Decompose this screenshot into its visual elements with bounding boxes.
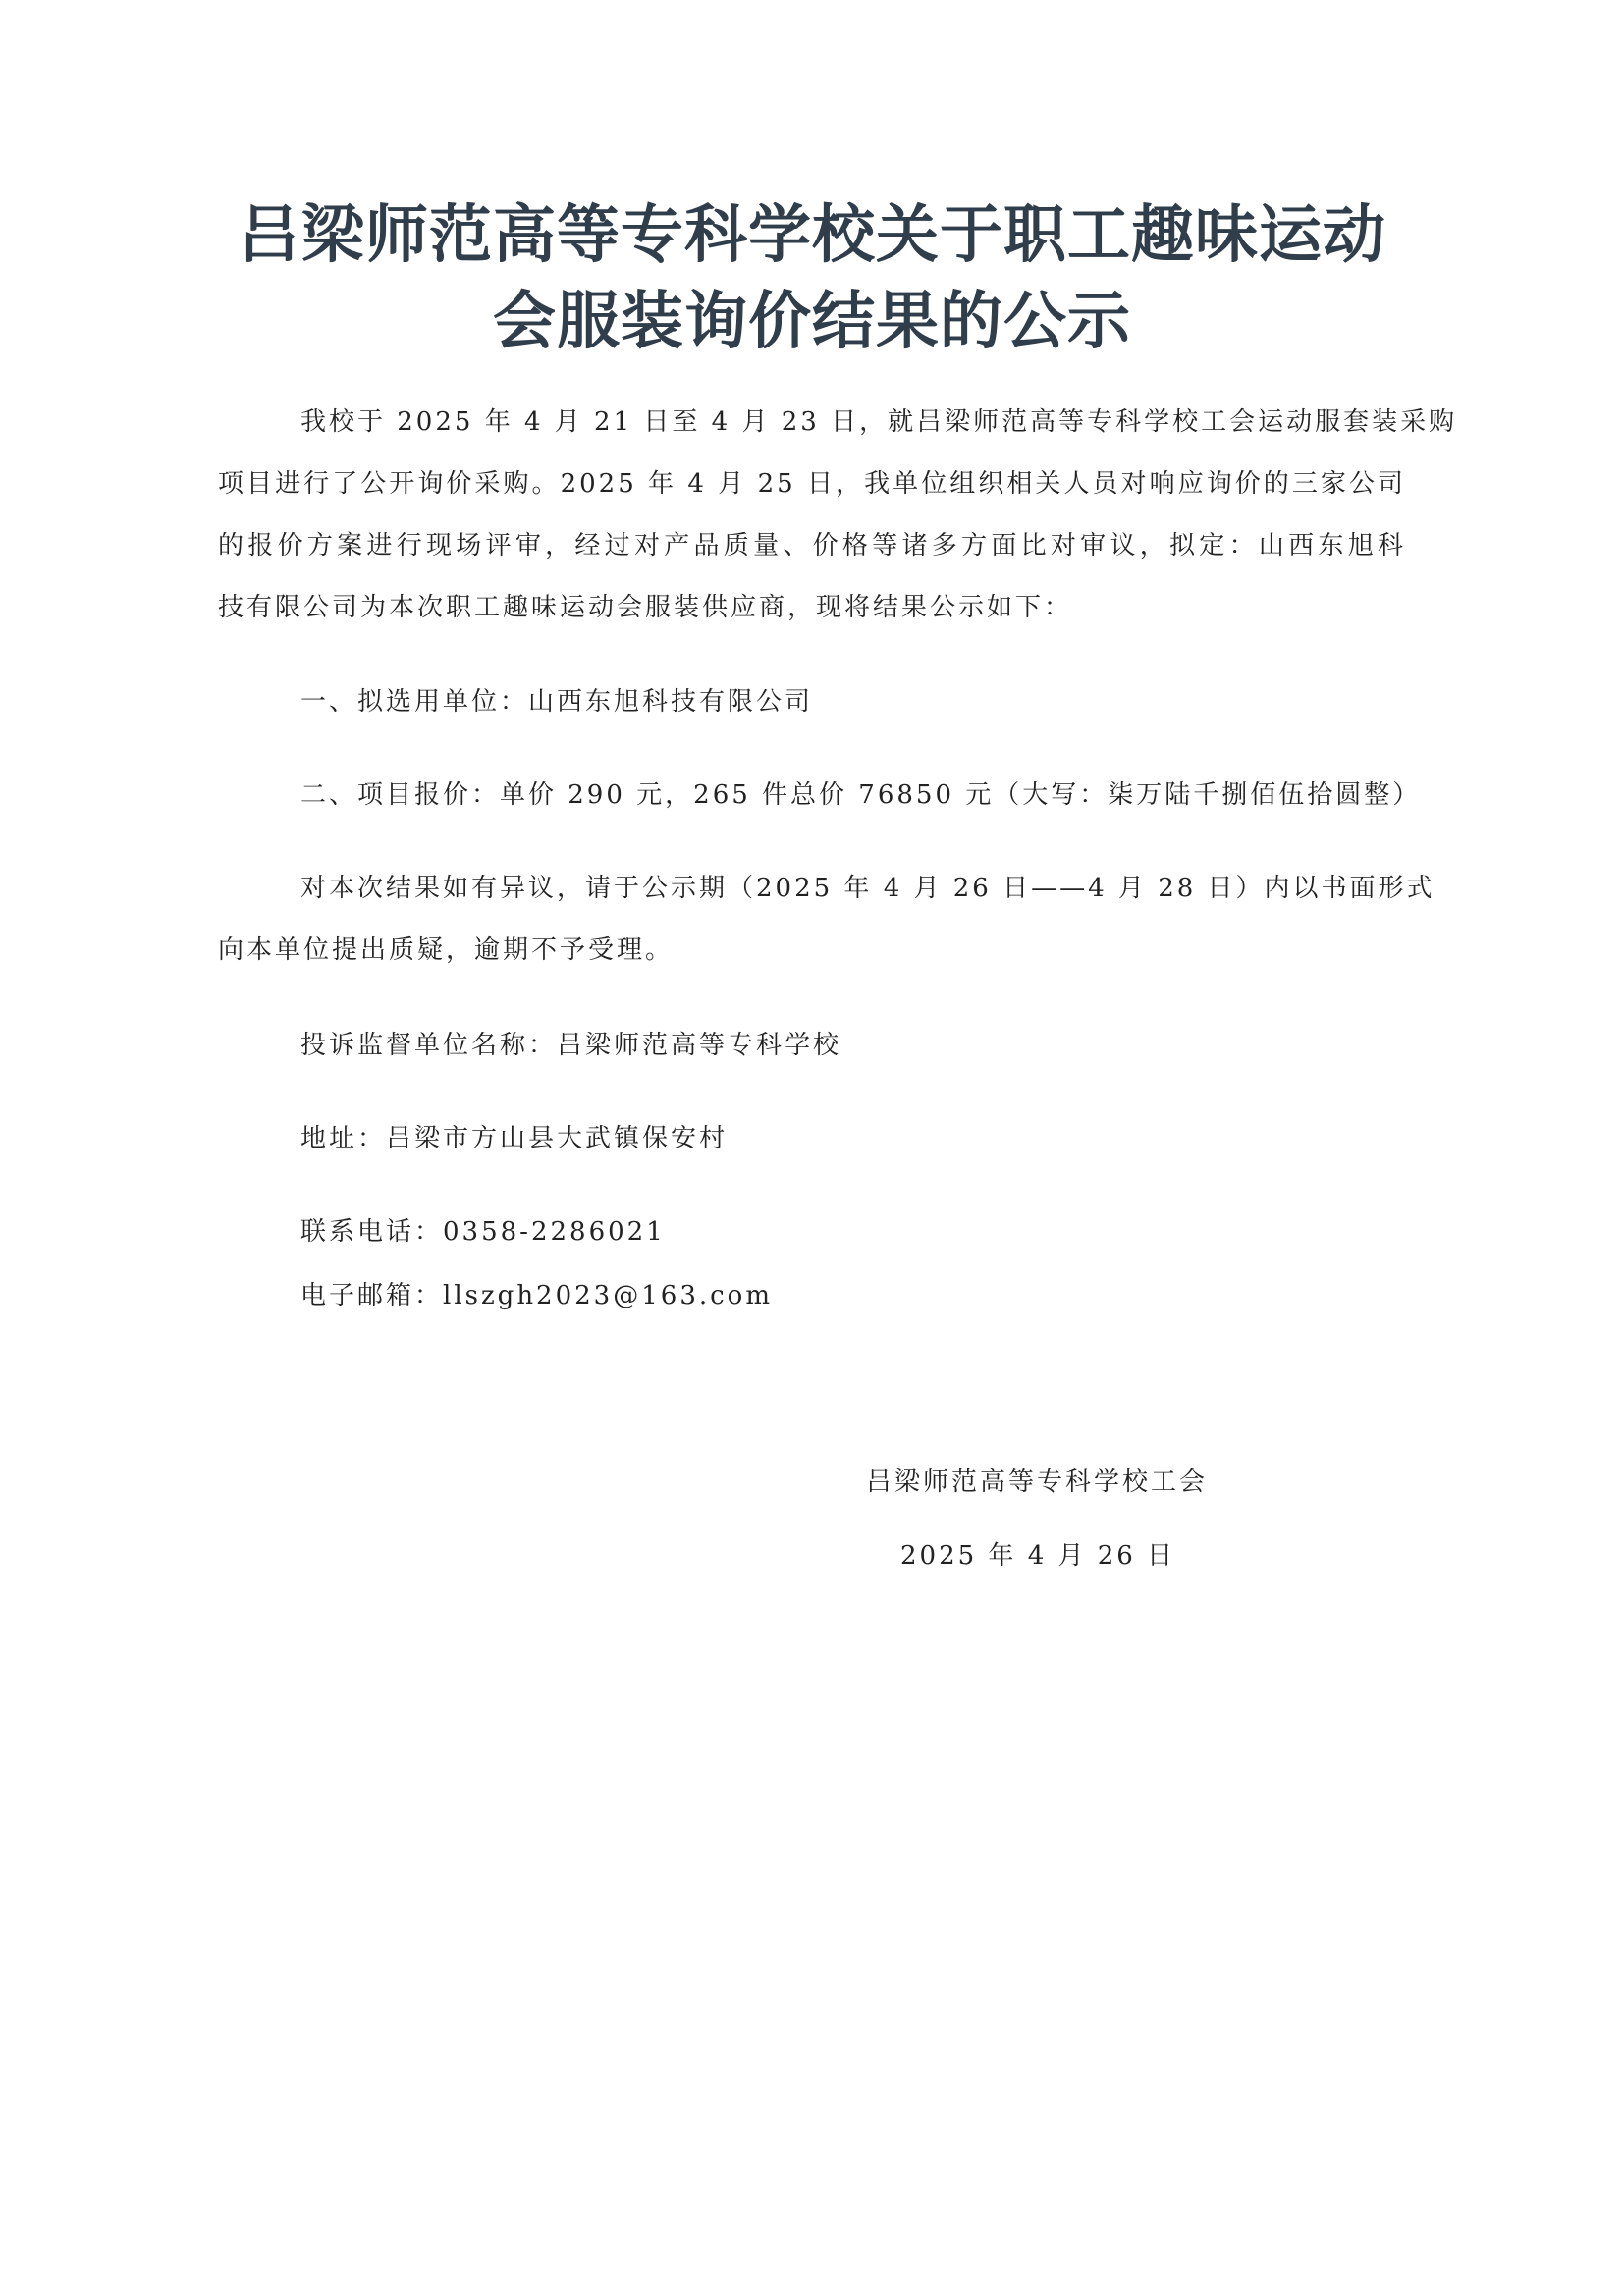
address: 地址：吕梁市方山县大武镇保安村 [300, 1124, 729, 1153]
project-price-item: 二、项目报价：单价 290 元，265 件总价 76850 元（大写：柒万陆千捌佰伍拾圆整） [300, 780, 1422, 810]
contact-email: 电子邮箱：llszgh2023@163.com [300, 1281, 773, 1310]
signature-organization: 吕梁师范高等专科学校工会 [866, 1468, 1209, 1497]
intro-line-1: 我校于 2025 年 4 月 21 日至 4 月 23 日，就吕梁师范高等专科学校工会运动服套装采购 [300, 407, 1458, 437]
intro-line-2: 项目进行了公开询价采购。2025 年 4 月 25 日，我单位组织相关人员对响应询价的三家公司 [218, 469, 1406, 499]
supervisor-unit: 投诉监督单位名称：吕梁师范高等专科学校 [300, 1031, 842, 1060]
selected-supplier-item: 一、拟选用单位：山西东旭科技有限公司 [300, 687, 814, 717]
objection-line-1: 对本次结果如有异议，请于公示期（2025 年 4 月 26 日——4 月 28 日）内以书面形式 [300, 874, 1435, 903]
signature-date: 2025 年 4 月 26 日 [900, 1541, 1176, 1571]
document-title-line-1: 吕梁师范高等专科学校关于职工趣味运动 [238, 199, 1386, 272]
objection-line-2: 向本单位提出质疑，逾期不予受理。 [218, 935, 675, 965]
contact-phone: 联系电话：0358-2286021 [300, 1217, 666, 1247]
intro-line-3: 的报价方案进行现场评审，经过对产品质量、价格等诸多方面比对审议，拟定：山西东旭科 [218, 531, 1406, 561]
intro-line-4: 技有限公司为本次职工趣味运动会服装供应商，现将结果公示如下： [218, 593, 1073, 622]
document-title-line-2: 会服装询价结果的公示 [493, 286, 1131, 358]
